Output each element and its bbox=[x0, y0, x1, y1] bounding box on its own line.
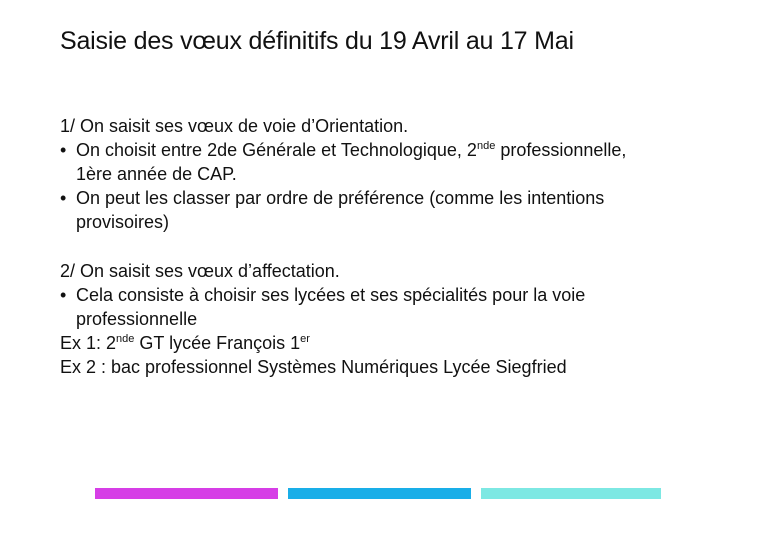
section-1-bullet-1 bbox=[60, 138, 750, 186]
section-spacer bbox=[60, 234, 750, 259]
example-1 bbox=[60, 331, 750, 355]
bullet-icon: • bbox=[60, 140, 67, 160]
section-1-heading: 1/ On saisit ses vœux de voie d’Orientation. bbox=[60, 116, 409, 136]
example-1-superscript-1: nde bbox=[116, 333, 135, 345]
bullet-1-text-start: On choisit entre 2de Générale et Technologique, 2 bbox=[76, 140, 477, 160]
section-2-heading: 2/ On saisit ses vœux d’affectation. bbox=[60, 261, 340, 281]
slide-body bbox=[60, 114, 750, 379]
bullet-icon: • bbox=[60, 188, 67, 208]
footer-bar-blue bbox=[288, 488, 471, 499]
bullet-2-line-2: provisoires) bbox=[76, 212, 170, 232]
bullet-2-line-1: On peut les classer par ordre de préférence (comme les intentions bbox=[76, 188, 605, 208]
example-1-prefix: Ex 1: 2 bbox=[60, 333, 117, 353]
bullet-1-text-end: professionnelle, bbox=[500, 140, 627, 160]
section-2-bullet-line-1: Cela consiste à choisir ses lycées et ses spécialités pour la voie bbox=[76, 285, 586, 305]
section-1-bullet-2 bbox=[60, 186, 750, 234]
slide-title: Saisie des vœux définitifs du 19 Avril au 17 Mai bbox=[60, 27, 574, 55]
bullet-1-line-2: 1ère année de CAP. bbox=[76, 164, 237, 184]
example-1-superscript-2: er bbox=[300, 333, 310, 345]
footer-bar-magenta bbox=[95, 488, 278, 499]
section-2-bullet-line-2: professionnelle bbox=[76, 309, 198, 329]
bullet-icon: • bbox=[60, 285, 67, 305]
example-2: Ex 2 : bac professionnel Systèmes Numériques Lycée Siegfried bbox=[60, 357, 567, 377]
footer-bar-cyan bbox=[481, 488, 661, 499]
footer-color-bars bbox=[95, 488, 665, 500]
example-1-middle: GT lycée François 1 bbox=[139, 333, 301, 353]
section-2-bullet bbox=[60, 283, 750, 331]
bullet-1-superscript: nde bbox=[476, 140, 496, 152]
